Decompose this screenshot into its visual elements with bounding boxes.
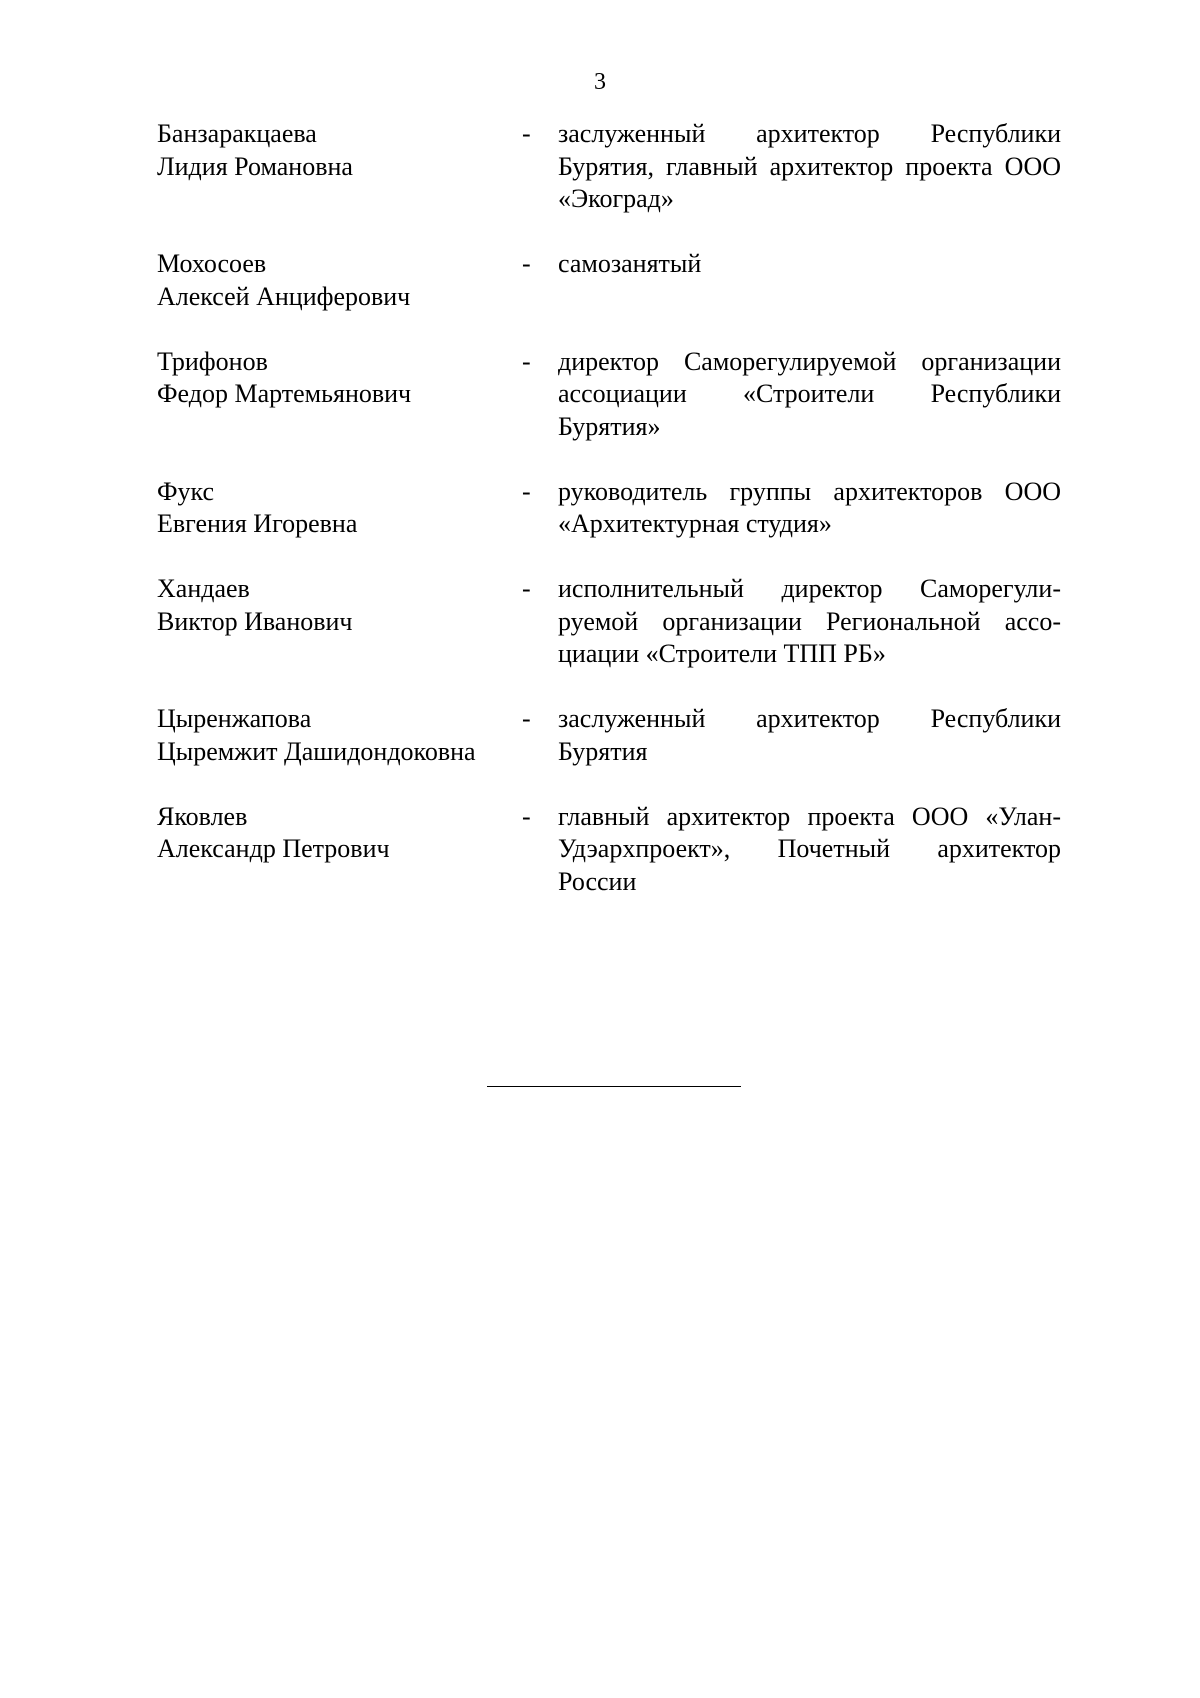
page-number: 3 [594, 69, 606, 95]
member-dash: - [522, 476, 531, 506]
member-name [157, 248, 522, 313]
member-role: заслуженный архитектор Республики Бурятия [558, 704, 1061, 766]
member-entry [157, 573, 1061, 671]
member-surname: Фукс [157, 476, 215, 506]
member-name [157, 118, 522, 216]
member-dash: - [522, 249, 531, 278]
member-dash: - [522, 801, 531, 831]
member-dash: - [522, 119, 531, 148]
member-given-names: Евгения Игоревна [157, 509, 358, 538]
member-name [157, 573, 522, 671]
member-given-names: Александр Петрович [157, 834, 390, 863]
member-dash: - [522, 704, 531, 733]
member-entry [157, 346, 1061, 444]
member-name [157, 801, 522, 899]
member-role: главный архитектор проекта ООО «Улан-Удэархпроект», Почетный архитектор России [558, 801, 1061, 896]
member-given-names: Виктор Иванович [157, 606, 353, 636]
commission-member-list [157, 118, 1061, 931]
member-surname: Цыренжапова [157, 704, 312, 733]
member-dash: - [522, 574, 531, 603]
member-given-names: Алексей Анциферович [157, 281, 411, 311]
member-role: исполнительный директор Саморегулируемой организации Региональной ассоциации «Строители ТПП РБ» [558, 574, 1061, 668]
member-surname: Банзаракцаева [157, 119, 317, 148]
member-name [157, 346, 522, 444]
member-entry [157, 476, 1061, 541]
member-entry [157, 248, 1061, 313]
member-name [157, 476, 522, 541]
member-entry [157, 118, 1061, 216]
member-role: директор Саморегулируемой организации ассоциации «Строители Республики Бурятия» [558, 346, 1061, 441]
member-given-names: Цыремжит Дашидондоковна [157, 736, 476, 766]
member-role: заслуженный архитектор Республики Бурятия, главный архитектор проекта ООО «Экоград» [558, 119, 1061, 213]
member-role: руководитель группы архитекторов ООО «Архитектурная студия» [558, 476, 1061, 538]
end-of-document-rule [487, 1086, 741, 1087]
member-dash: - [522, 346, 531, 376]
member-surname: Хандаев [157, 574, 250, 603]
member-entry [157, 801, 1061, 899]
member-name [157, 703, 522, 768]
member-surname: Мохосоев [157, 249, 267, 278]
member-surname: Трифонов [157, 346, 268, 376]
member-role: самозанятый [558, 249, 702, 278]
member-surname: Яковлев [157, 801, 248, 831]
member-given-names: Лидия Романовна [157, 151, 353, 181]
member-given-names: Федор Мартемьянович [157, 379, 412, 408]
member-entry [157, 703, 1061, 768]
